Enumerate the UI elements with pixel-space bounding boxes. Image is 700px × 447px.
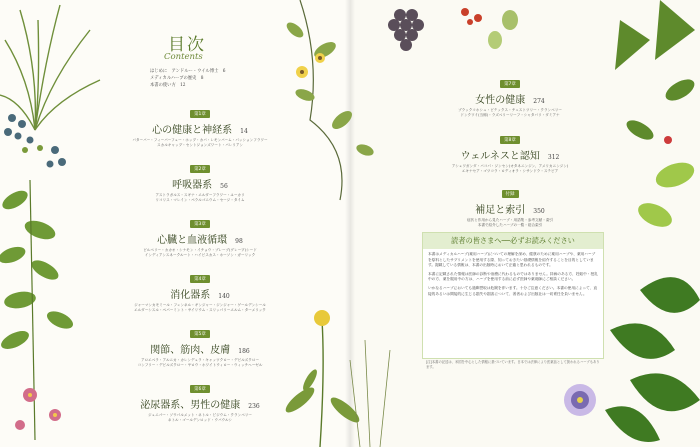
chapter-badge: 第3章 [190, 220, 210, 228]
toc-subtitle: Contents [164, 52, 203, 62]
chapter-8[interactable] [420, 126, 600, 174]
notice-paragraph: 本書はメディカルハーブ(薬用ハーブ)についての理解を深め、健康のために薬用ハーブや、薬用ハーブを原料としたサプリメントを使用する際、知っておきたい基礎情報を紹介することを目的としています。掲載している情報は、本書の出版時において正確と思われるものです。 [428, 252, 596, 268]
chapter-badge: 付録 [502, 190, 519, 198]
chapter-title: 心の健康と神経系 14 [152, 125, 248, 136]
chapter-herbs: ビルベリー・カカオ・シナモン・イチョウ・ブレーブ(グレープ)シード インディアンスネークルート・ハイビスカス・ホーソン・ガーリック [143, 248, 257, 257]
chapter-4[interactable] [105, 265, 295, 313]
chapter-badge: 第4章 [190, 275, 210, 283]
grapes-illustration [370, 0, 530, 70]
notice-body [423, 249, 603, 303]
chapter-6[interactable] [105, 375, 295, 423]
chapter-herbs: ブラックコホシュ・ビテックス・チェストツリー・クランベリー ドンクワイ(当帰)・ラズベリーリーフ・シャタバリ・ダミアナ [458, 108, 562, 117]
chapter-badge: 第2章 [190, 165, 210, 173]
reader-notice-box [422, 232, 604, 359]
chapter-title: ウェルネスと認知 312 [460, 151, 560, 162]
notice-footnote: [注]本書の記述は、米国を中心とした情報に基づいています。日本では法律により医薬品として扱われるハーブもあります。 [426, 360, 600, 369]
chapter-title: 女性の健康 274 [475, 95, 545, 106]
chapter-title: 心臓と血液循環 98 [157, 235, 243, 246]
chapter-7[interactable] [420, 70, 600, 118]
chapter-herbs: アストラガルス・スギナ・エルダーフラワー・ユーカリ リコリス・マレイン・ペラルゴニウム・セージ・タイム [155, 193, 245, 202]
grass-illustration [0, 0, 110, 447]
chapter-herbs: バターバー・フィーバーフュー・ホップ・カバ・レモンバーム・パッションフラワー スカルキャップ・セントジョンズワート・バレリアン [132, 138, 268, 147]
intro-item[interactable]: メディカルハーブの歴史 8 [150, 76, 204, 81]
passionflower-illustration [555, 375, 605, 425]
chapter-herbs: ジャーマンカモミール・フェンネル・ギンジャー・ジンジャー・ゲールデンシール エルダーシスル・ペパーミント・サイリウム・スリッパリーエルム・ターメリック [134, 303, 266, 312]
chapter-1[interactable] [105, 100, 295, 148]
chapter-title: 補足と索引 350 [475, 205, 545, 216]
appendix[interactable] [420, 180, 600, 228]
chapter-badge: 第6章 [190, 385, 210, 393]
notice-heading: 読者の皆さまへ──必ずお読みください [423, 233, 603, 249]
chapter-title: 呼吸器系 56 [172, 180, 228, 191]
chapter-herbs: アロエベラ・アルニカ・カレンデュラ・キャッツクロー・デビルズクロー コンフリー・デビルズクロー・ヤロウ・ホワイトウィロー・ウィッチヘーゼル [137, 358, 263, 367]
notice-paragraph: いかなるハーブにおいても過剰摂取は危険を伴います。十分ご注意ください。本書の使用によって、直接的あるいは間接的に生じる損失や損害について、著者および出版社は一切責任を負いません。 [428, 285, 598, 296]
chapter-3[interactable] [105, 210, 295, 258]
chapter-2[interactable] [105, 155, 295, 203]
chapter-herbs: 症状と作用から見たハーブ・用語集・参考文献・索引 本書で紹介したハーブの一覧・総合索引 [466, 218, 554, 227]
chapter-herbs: アシュワガンダ・バコパ・ジンセン(オタネニンジン、アメリカニンジン) エキナセア・ゴツコラ・ロディオラ・シサンドラ・ステビア [451, 164, 569, 173]
chapter-badge: 第8章 [500, 136, 520, 144]
intro-item[interactable]: はじめに アンドルー・ウイル博士 6 [150, 69, 226, 74]
chapter-badge: 第5章 [190, 330, 210, 338]
chapter-title: 消化器系 140 [170, 290, 230, 301]
chapter-title: 泌尿器系、男性の健康 236 [140, 400, 260, 411]
right-foliage-illustration [600, 0, 700, 447]
chapter-badge: 第1章 [190, 110, 210, 118]
toc-title: 目次 [168, 35, 206, 55]
chapter-badge: 第7章 [500, 80, 520, 88]
chapter-herbs: ジュニパー・ソウパルメット・ネトル・ピジウム・クランベリー ネトル・ゴールデンロッド・ウバウルシ [147, 413, 252, 422]
intro-item[interactable]: 本書の使い方 12 [150, 83, 186, 88]
chapter-title: 関節、筋肉、皮膚 186 [150, 345, 250, 356]
notice-paragraph: 本書に記載された情報は医師の診断や治療に代わるものではありません。持病のある方、妊娠中・授乳中の方、薬を服用中の方は、ハーブを使用する前に必ず医師や薬剤師にご相談ください。 [428, 271, 598, 282]
chapter-5[interactable] [105, 320, 295, 368]
toc-intro-list [150, 68, 225, 89]
